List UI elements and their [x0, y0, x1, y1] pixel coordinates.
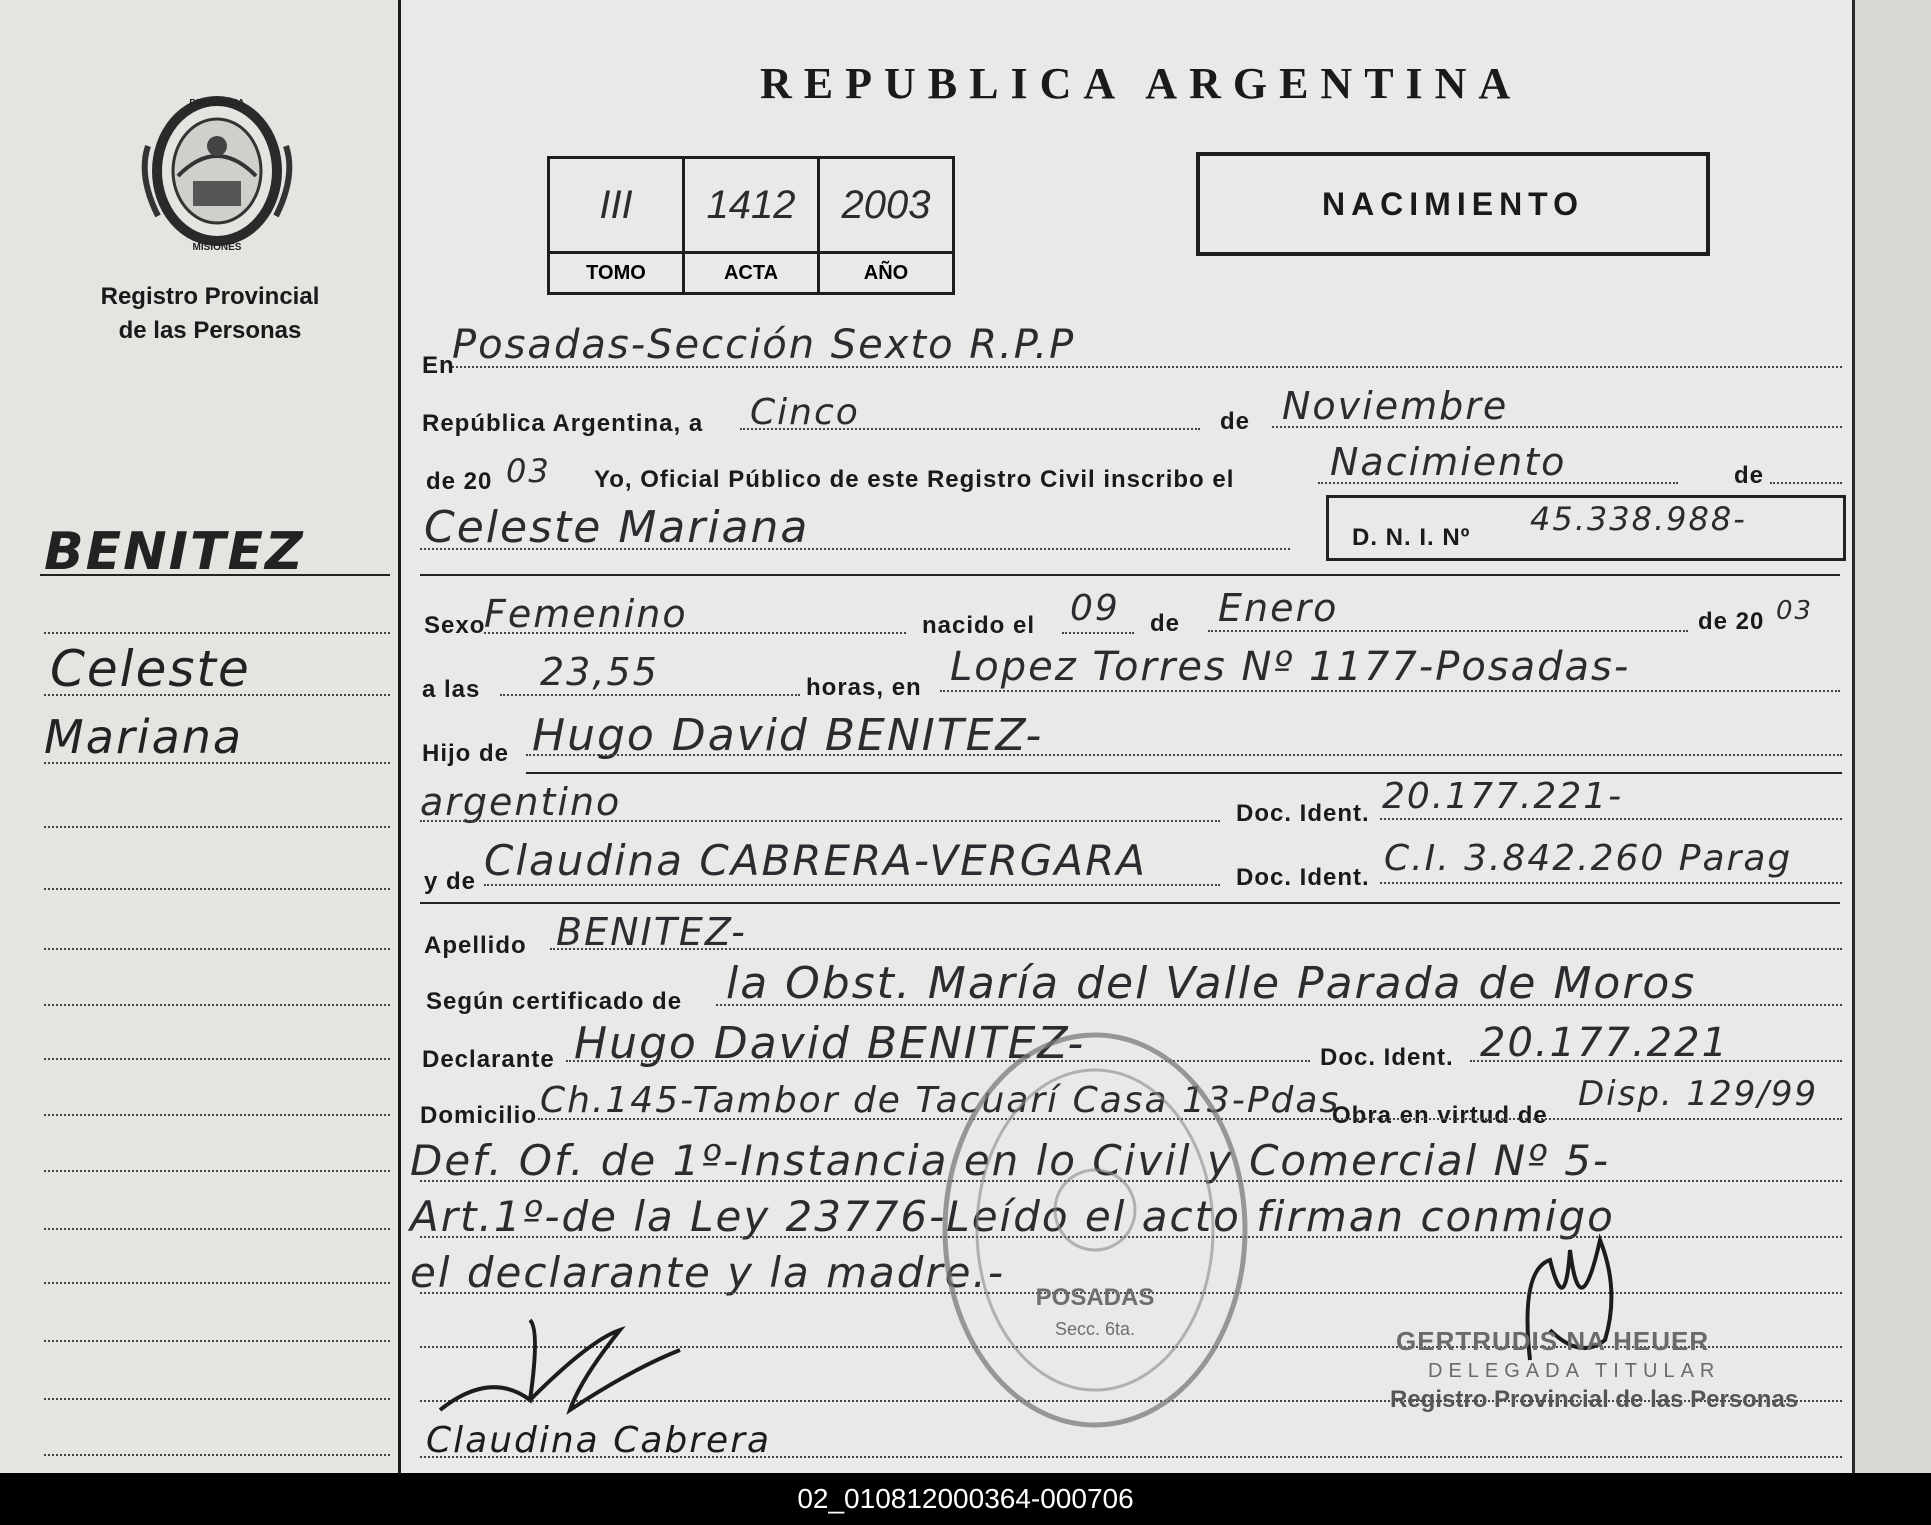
margin-rule	[44, 632, 390, 634]
birth-time-value: 23,55	[540, 650, 659, 694]
notes-line3: el declarante y la madre.-	[410, 1248, 1006, 1297]
father-doc-label: Doc. Ident.	[1236, 800, 1370, 827]
mother-signature: Claudina Cabrera	[426, 1420, 772, 1461]
rule	[452, 366, 1842, 368]
segun-label: Según certificado de	[426, 988, 683, 1015]
seal-bottom-text: MISIONES	[192, 242, 242, 253]
margin-rule	[44, 888, 390, 890]
margin-rule	[44, 1058, 390, 1060]
margin-name-line1: Celeste	[50, 640, 251, 698]
margin-name-line2: Mariana	[44, 710, 244, 764]
rule	[1380, 818, 1842, 820]
month-value: Noviembre	[1282, 384, 1509, 428]
y-de-label: y de	[424, 868, 477, 895]
father-name-value: Hugo David BENITEZ-	[532, 710, 1044, 761]
anio-label: AÑO	[819, 253, 954, 294]
tomo-value: III	[549, 158, 684, 253]
declarant-signature	[430, 1310, 730, 1430]
rule	[1272, 426, 1842, 428]
margin-rule	[44, 762, 390, 764]
country-title: REPUBLICA ARGENTINA	[760, 59, 1523, 108]
margin-surname-line	[40, 574, 390, 576]
rule	[550, 948, 1842, 950]
rule	[1318, 482, 1678, 484]
rule	[500, 694, 800, 696]
sexo-label: Sexo	[424, 612, 486, 639]
officer-name: GERTRUDIS NA HEUER	[1396, 1326, 1710, 1356]
hijo-label: Hijo de	[422, 740, 510, 767]
margin-rule	[44, 1170, 390, 1172]
sexo-value: Femenino	[484, 592, 688, 636]
day-value: Cinco	[750, 392, 860, 433]
margin-rule	[44, 1454, 390, 1456]
official-stamp	[930, 1020, 1260, 1440]
yo-text: Yo, Oficial Público de este Registro Civil inscribo el	[594, 466, 1235, 493]
en-label: En	[422, 352, 455, 379]
rule	[526, 754, 1842, 756]
margin-rule	[44, 1398, 390, 1400]
rule	[420, 820, 1220, 822]
section-divider	[420, 902, 1840, 904]
father-doc-value: 20.177.221-	[1382, 776, 1624, 817]
rule	[940, 690, 1840, 692]
republica-label: República Argentina, a	[422, 410, 704, 437]
nacido-label: nacido el	[922, 612, 1036, 639]
rule	[484, 632, 906, 634]
de-label-2: de	[1734, 462, 1765, 489]
seal-top-text: PROVINCIA	[189, 98, 245, 109]
mother-doc-label: Doc. Ident.	[1236, 864, 1370, 891]
birth-year-suffix-value: 03	[1776, 596, 1814, 626]
domicilio-label: Domicilio	[420, 1102, 538, 1129]
mother-name-value: Claudina CABRERA-VERGARA	[484, 836, 1147, 885]
horas-label: horas, en	[806, 674, 922, 701]
declarant-doc-value: 20.177.221	[1480, 1020, 1730, 1066]
margin-rule	[44, 1114, 390, 1116]
margin-divider	[398, 0, 401, 1473]
acta-value: 1412	[684, 158, 819, 253]
year-prefix-label: de 20	[426, 468, 493, 495]
document-code-footer: 02_010812000364-000706	[0, 1473, 1931, 1525]
anio-value: 2003	[819, 158, 954, 253]
apellido-label: Apellido	[424, 932, 527, 959]
margin-rule	[44, 1004, 390, 1006]
mother-doc-value: C.I. 3.842.260 Parag	[1384, 838, 1793, 879]
officer-title: DELEGADA TITULAR	[1428, 1360, 1721, 1382]
margin-surname: BENITEZ	[44, 522, 305, 582]
section-divider	[420, 574, 1840, 576]
obra-value: Disp. 129/99	[1578, 1074, 1819, 1114]
apellido-value: BENITEZ-	[556, 910, 747, 954]
father-nationality-value: argentino	[420, 780, 622, 824]
de-label: de	[1220, 408, 1251, 435]
rule	[1470, 1060, 1842, 1062]
notes-line1: Def. Of. de 1º-Instancia en lo Civil y Comercial Nº 5-	[410, 1136, 1611, 1185]
de20-label: de 20	[1698, 608, 1765, 635]
rule	[740, 428, 1200, 430]
margin-rule	[44, 948, 390, 950]
rule	[1770, 482, 1842, 484]
rule	[1062, 632, 1134, 634]
a-las-label: a las	[422, 676, 481, 703]
birth-day-value: 09	[1070, 588, 1120, 629]
certifier-value: la Obst. María del Valle Parada de Moros	[726, 958, 1697, 1009]
notes-line2: Art.1º-de la Ley 23776-Leído el acto firman conmigo	[410, 1192, 1615, 1241]
place-value: Posadas-Sección Sexto R.P.P	[452, 322, 1076, 368]
registry-name	[80, 280, 340, 348]
dni-label: D. N. I. Nº	[1352, 524, 1471, 551]
birth-place-value: Lopez Torres Nº 1177-Posadas-	[950, 644, 1631, 690]
declarante-label: Declarante	[422, 1046, 555, 1073]
child-name-value: Celeste Mariana	[424, 502, 810, 553]
tomo-label: TOMO	[549, 253, 684, 294]
dni-value: 45.338.988-	[1530, 500, 1747, 538]
stamp-section-text: Secc. 6ta.	[1054, 1319, 1136, 1339]
margin-rule	[44, 1228, 390, 1230]
margin-rule	[44, 826, 390, 828]
declarant-doc-label: Doc. Ident.	[1320, 1044, 1454, 1071]
year-suffix-value: 03	[506, 452, 551, 490]
line	[526, 772, 1842, 774]
record-number-table	[547, 156, 955, 295]
stamp-city-text: POSADAS	[1035, 1284, 1155, 1311]
declarant-name-value: Hugo David BENITEZ-	[574, 1018, 1086, 1069]
rule	[484, 884, 1220, 886]
page-background-strip	[1855, 0, 1931, 1473]
provincial-seal-emblem	[138, 86, 296, 256]
birth-month-value: Enero	[1218, 586, 1339, 630]
margin-rule	[44, 694, 390, 696]
rule	[420, 548, 1290, 550]
domicile-value: Ch.145-Tambor de Tacuarí Casa 13-Pdas	[540, 1080, 1341, 1121]
rule	[716, 1004, 1842, 1006]
rule	[1208, 630, 1688, 632]
event-value: Nacimiento	[1330, 440, 1567, 484]
margin-rule	[44, 1340, 390, 1342]
obra-label: Obra en virtud de	[1332, 1102, 1548, 1129]
acta-label: ACTA	[684, 253, 819, 294]
registry-name-line1: Registro Provincial	[100, 283, 320, 310]
de-label-3: de	[1150, 610, 1181, 637]
rule	[1380, 882, 1842, 884]
record-type-box: NACIMIENTO	[1196, 152, 1710, 256]
margin-rule	[44, 1282, 390, 1284]
officer-registry: Registro Provincial de las Personas	[1390, 1386, 1799, 1413]
registry-name-line2: de las Personas	[118, 317, 302, 344]
